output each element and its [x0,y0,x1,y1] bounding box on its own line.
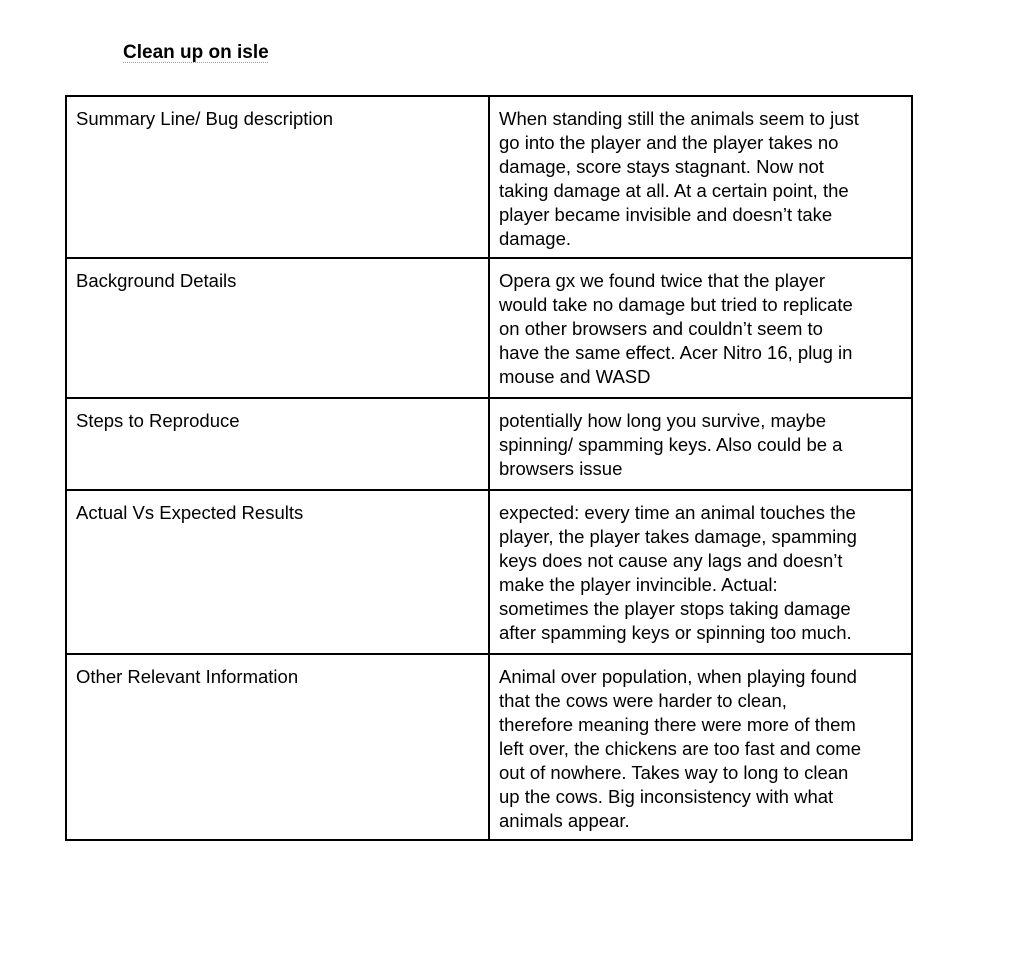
summary-line: taking damage at all. At a certain point, the [499,180,849,201]
summary-line: player became invisible and doesn’t take [499,204,833,225]
background-value [489,258,912,398]
background-line: have the same effect. Acer Nitro 16, plug in [499,342,853,363]
results-line: keys does not cause any lags and doesn’t [499,550,843,571]
results-value [489,490,912,654]
other-info-value [489,654,912,840]
table-row-steps [66,398,912,490]
background-line: mouse and WASD [499,366,651,387]
document-title: Clean up on isle [123,42,269,63]
steps-line: potentially how long you survive, maybe [499,410,827,431]
table-row-summary [66,96,912,258]
summary-label: Summary Line/ Bug description [66,96,489,258]
results-line: expected: every time an animal touches the [499,502,856,523]
other-info-line: that the cows were harder to clean, [499,690,787,711]
other-info-line: out of nowhere. Takes way to long to clean [499,762,849,783]
bug-report-table [65,95,913,841]
results-line: after spamming keys or spinning too much. [499,622,852,643]
steps-label: Steps to Reproduce [66,398,489,490]
results-label: Actual Vs Expected Results [66,490,489,654]
other-info-line: Animal over population, when playing found [499,666,857,687]
other-info-line: animals appear. [499,810,630,831]
steps-line: browsers issue [499,458,623,479]
summary-line: damage. [499,228,571,249]
summary-line: damage, score stays stagnant. Now not [499,156,824,177]
background-label: Background Details [66,258,489,398]
summary-line: When standing still the animals seem to just [499,108,859,129]
other-info-line: left over, the chickens are too fast and come [499,738,861,759]
background-line: Opera gx we found twice that the player [499,270,825,291]
other-info-line: up the cows. Big inconsistency with what [499,786,834,807]
table-row-other-info [66,654,912,840]
summary-line: go into the player and the player takes no [499,132,839,153]
other-info-line: therefore meaning there were more of them [499,714,856,735]
background-line: on other browsers and couldn’t seem to [499,318,823,339]
table-row-results [66,490,912,654]
summary-value [489,96,912,258]
other-info-label: Other Relevant Information [66,654,489,840]
steps-line: spinning/ spamming keys. Also could be a [499,434,843,455]
background-line: would take no damage but tried to replicate [499,294,853,315]
results-line: sometimes the player stops taking damage [499,598,851,619]
table-row-background [66,258,912,398]
results-line: make the player invincible. Actual: [499,574,778,595]
results-line: player, the player takes damage, spamming [499,526,857,547]
steps-value [489,398,912,490]
